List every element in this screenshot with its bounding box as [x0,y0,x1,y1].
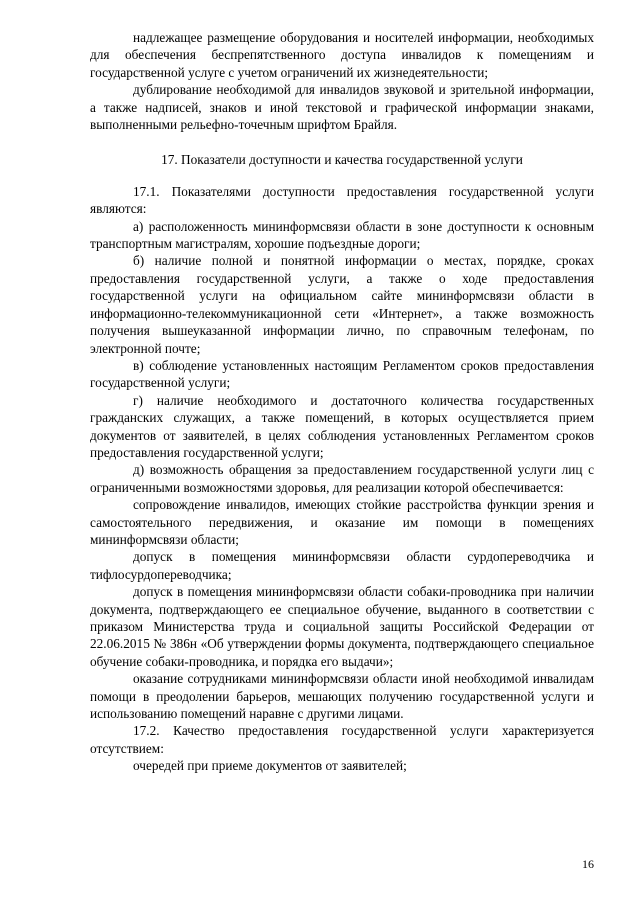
paragraph: 17.1. Показателями доступности предоставления государственной услуги являются: [90,183,594,217]
paragraph: б) наличие полной и понятной информации о местах, порядке, сроках предоставления государственной услуги, а также о ходе предоставления государственной услуги на официальном сайте мининформсвязи области в информационно-телекоммуникационной сети «Интернет», а также возможность получения вышеуказанной информации лично, по справочным телефонам, по электронной почте; [90,253,594,356]
paragraph: допуск в помещения мининформсвязи области сурдопереводчика и тифлосурдопереводчика; [90,549,594,582]
paragraph: надлежащее размещение оборудования и носителей информации, необходимых для обеспечения беспрепятственного доступа инвалидов к помещениям и государственной услуге с учетом ограничений их жизнедеятельности; [90,30,594,80]
paragraph: допуск в помещения мининформсвязи области собаки-проводника при наличии документа, подтверждающего ее специальное обучение, выданного в соответствии с приказом Министерства труда и социальной защиты Российской Федерации от 22.06.2015 № 386н «Об утверждении формы документа, подтверждающего специальное обучение собаки-проводника, и порядка его выдачи»; [90,584,594,669]
paragraph: г) наличие необходимого и достаточного количества государственных гражданских служащих, а также помещений, в которых осуществляется прием документов от заявителей, в целях соблюдения установленных Регламентом сроков предоставления государственной услуги; [90,392,594,460]
paragraph: а) расположенность мининформсвязи области в зоне доступности к основным транспортным магистралям, хорошие подъездные дороги; [90,218,594,252]
paragraph: оказание сотрудниками мининформсвязи области иной необходимой инвалидам помощи в преодолении барьеров, мешающих получению государственной услуги и использованию помещений наравне с другими лицами. [90,671,594,722]
page-body [90,29,594,775]
paragraph: очередей при приеме документов от заявителей; [133,758,407,774]
page-number: 16 [582,857,594,871]
paragraph: 17.2. Качество предоставления государственной услуги характеризуется отсутствием: [90,723,594,756]
section-heading: 17. Показатели доступности и качества государственной услуги [161,152,523,168]
paragraph: сопровождение инвалидов, имеющих стойкие расстройства функции зрения и самостоятельного передвижения, и оказание им помощи в помещениях мининформсвязи области; [90,497,594,547]
paragraph: д) возможность обращения за предоставлением государственной услуги лиц с ограниченными возможностями здоровья, для реализации которой обеспечивается: [90,462,594,495]
paragraph: дублирование необходимой для инвалидов звуковой и зрительной информации, а также надписей, знаков и иной текстовой и графической информации знаками, выполненными рельефно-точечным шрифтом Брайля. [90,82,594,133]
paragraph: в) соблюдение установленных настоящим Регламентом сроков предоставления государственной услуги; [90,357,594,391]
